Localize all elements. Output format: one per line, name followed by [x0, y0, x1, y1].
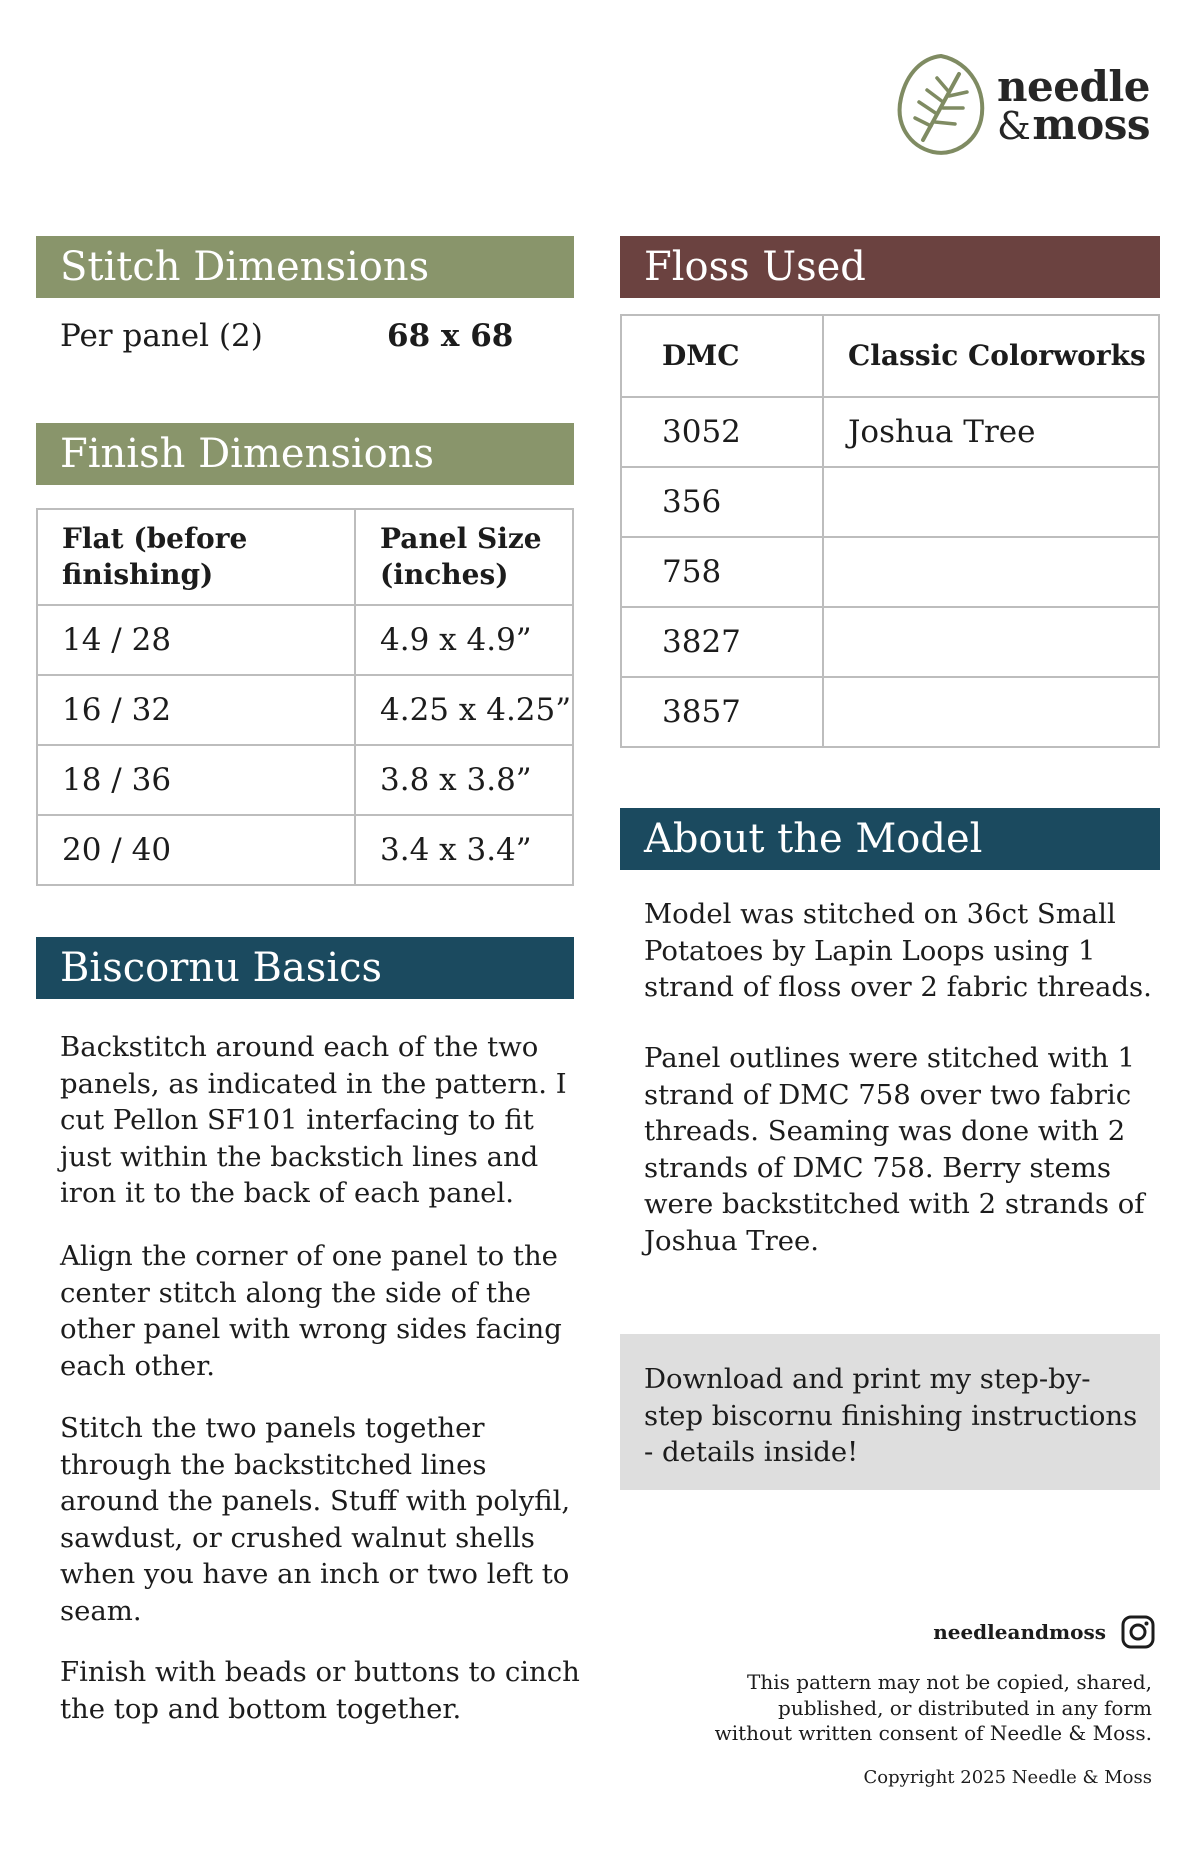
download-instructions-callout: Download and print my step-by-step biscornu finishing instructions - details inside!	[620, 1334, 1160, 1490]
biscornu-paragraph: Backstitch around each of the two panels, as indicated in the pattern. I cut Pellon SF101 interfacing to fit just within the backstich lines and iron it to the back of each panel.	[60, 1031, 567, 1209]
table-header-cell: Classic Colorworks	[823, 315, 1159, 397]
legal-line: published, or distributed in any form	[778, 1695, 1152, 1720]
about-model-paragraph: Panel outlines were stitched with 1 strand of DMC 758 over two fabric threads. Seaming was done with 2 strands of DMC 758. Berry stems were backstitched with 2 strands of Joshua Tree.	[644, 1042, 1145, 1257]
legal-line: This pattern may not be copied, shared,	[747, 1670, 1152, 1694]
stitch-dimension-value: 68 x 68	[387, 318, 514, 354]
biscornu-paragraph: Stitch the two panels together through the backstitched lines around the panels. Stuff with polyfil, sawdust, or crushed walnut shells when you have an inch or two left to seam.	[60, 1412, 571, 1627]
table-header-cell: DMC	[621, 315, 823, 397]
biscornu-basics-header: Biscornu Basics	[36, 937, 574, 999]
table-row	[621, 677, 1159, 747]
table-row	[621, 607, 1159, 677]
table-cell: 14 / 28	[37, 605, 355, 675]
biscornu-paragraph: Finish with beads or buttons to cinch the top and bottom together.	[60, 1656, 580, 1725]
brand-logo	[893, 52, 1183, 164]
table-cell: Joshua Tree	[823, 397, 1159, 467]
table-header-row	[37, 509, 573, 605]
table-row	[37, 675, 573, 745]
table-cell	[823, 677, 1159, 747]
table-cell	[823, 607, 1159, 677]
table-header-cell: Panel Size (inches)	[355, 509, 573, 605]
table-row	[37, 605, 573, 675]
table-cell: 758	[621, 537, 823, 607]
table-cell: 3.4 x 3.4”	[355, 815, 573, 885]
brand-name-line2: &moss	[997, 100, 1151, 149]
stitch-dimension-row	[60, 318, 580, 354]
stitch-dimension-label: Per panel (2)	[60, 318, 263, 354]
table-header-cell: Flat (before finishing)	[37, 509, 355, 605]
social-handle-row[interactable]	[900, 1614, 1156, 1654]
table-row	[621, 397, 1159, 467]
table-cell: 356	[621, 467, 823, 537]
copyright-line: Copyright 2025 Needle & Moss	[863, 1767, 1152, 1788]
table-row	[37, 815, 573, 885]
table-cell	[823, 467, 1159, 537]
instagram-handle[interactable]: needleandmoss	[933, 1620, 1106, 1644]
table-row	[37, 745, 573, 815]
table-cell: 3827	[621, 607, 823, 677]
about-model-paragraph: Model was stitched on 36ct Small Potatoes by Lapin Loops using 1 strand of floss over 2 fabric threads.	[644, 898, 1152, 1003]
table-cell: 3.8 x 3.8”	[355, 745, 573, 815]
biscornu-paragraph: Align the corner of one panel to the center stitch along the side of the other panel with wrong sides facing each other.	[60, 1240, 562, 1382]
table-cell: 3052	[621, 397, 823, 467]
table-cell: 4.25 x 4.25”	[355, 675, 573, 745]
instagram-icon[interactable]	[1120, 1614, 1156, 1650]
table-cell: 18 / 36	[37, 745, 355, 815]
stitch-dimensions-header: Stitch Dimensions	[36, 236, 574, 298]
about-model-header: About the Model	[620, 808, 1160, 870]
table-cell: 4.9 x 4.9”	[355, 605, 573, 675]
table-cell: 16 / 32	[37, 675, 355, 745]
table-header-row	[621, 315, 1159, 397]
floss-used-header: Floss Used	[620, 236, 1160, 298]
finish-dimensions-header: Finish Dimensions	[36, 423, 574, 485]
floss-table	[620, 314, 1160, 748]
leaf-logo-icon	[893, 52, 989, 158]
table-row	[621, 537, 1159, 607]
brand-name-line1: needle	[997, 62, 1151, 111]
table-cell	[823, 537, 1159, 607]
table-cell: 20 / 40	[37, 815, 355, 885]
table-row	[621, 467, 1159, 537]
finish-dimensions-table	[36, 508, 574, 886]
table-cell: 3857	[621, 677, 823, 747]
copyright-notice	[592, 1670, 1152, 1747]
legal-line: without written consent of Needle & Moss.	[714, 1721, 1152, 1745]
